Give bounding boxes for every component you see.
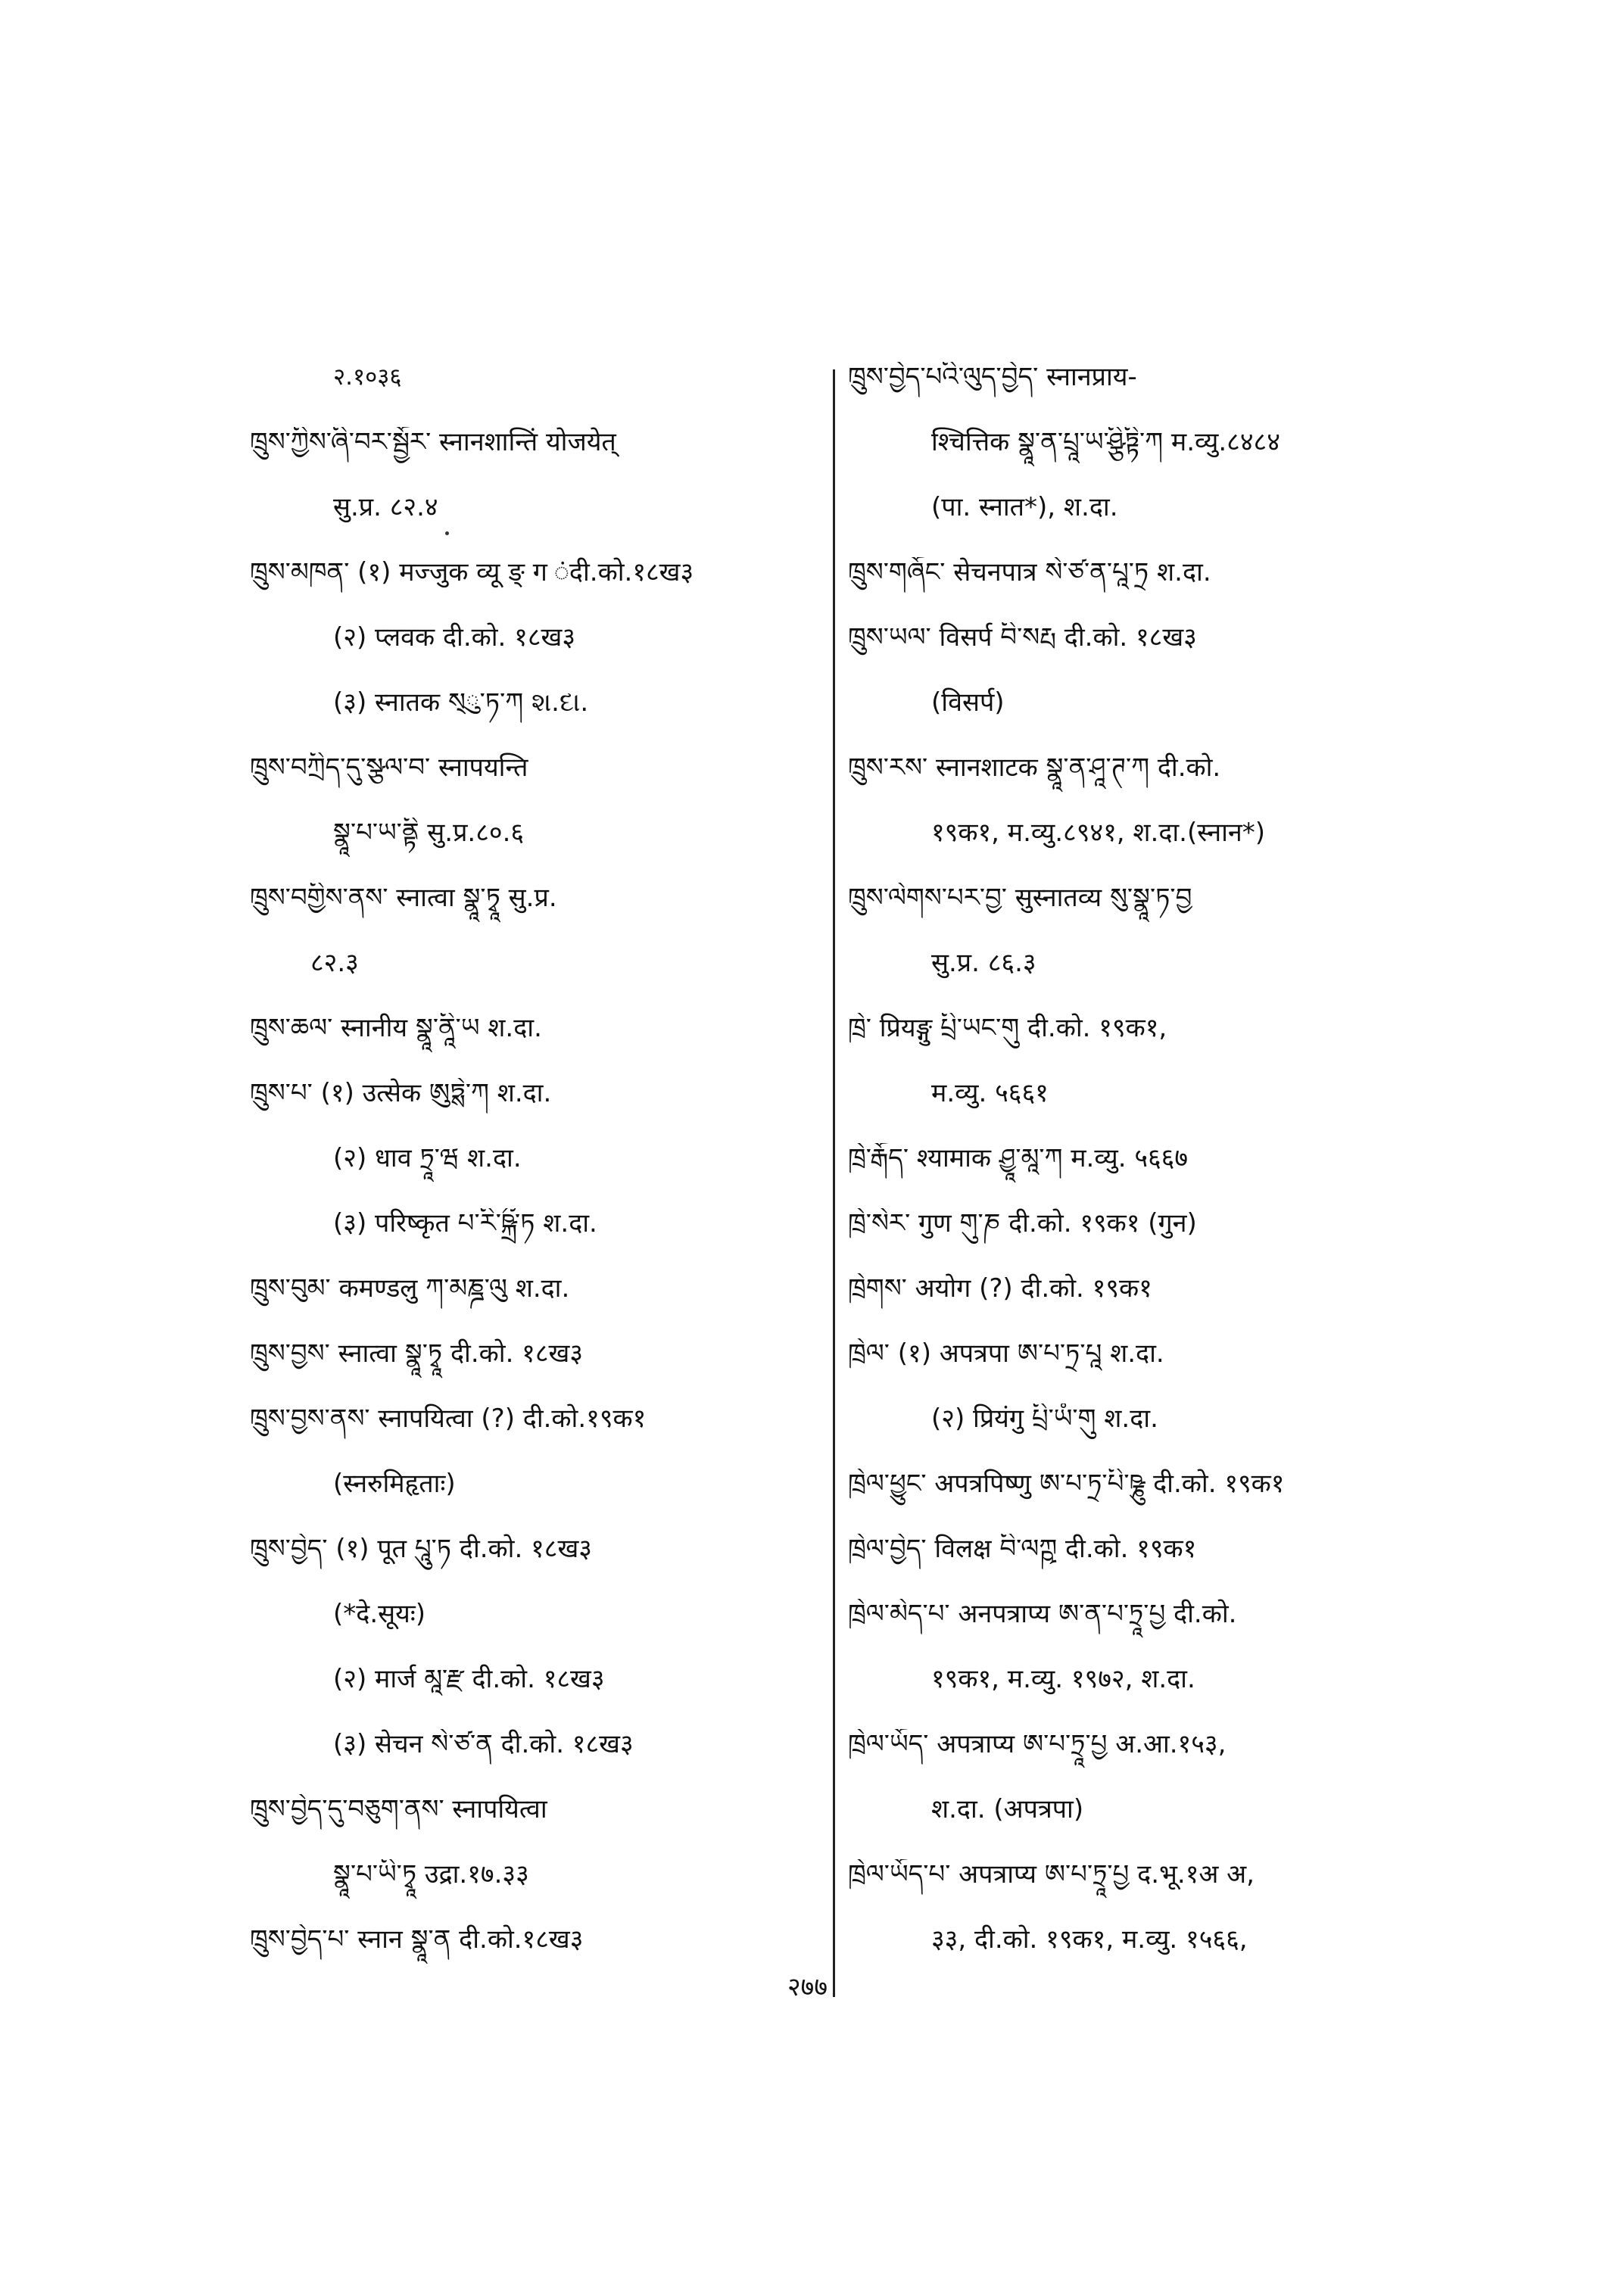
dictionary-entry-line: ཁྲུས་པ་ (१) उत्सेक ཨུཏྶེ་ཀ श.दा. <box>250 1078 552 1108</box>
dictionary-entry-line: ཁྲུས་བུམ་ कमण्डलु ཀ་མཎྜ་ལུ श.दा. <box>250 1273 570 1304</box>
dictionary-entry-line: ८२.३ <box>310 948 359 978</box>
dictionary-entry-line: ཁྲུས་ལེགས་པར་བྱ་ सुस्नातव्य སུ་སྣཱ་ཏ་བྱ <box>848 883 1192 913</box>
dictionary-entry-line: ཁྲུས་བྱས་ནས་ स्नापयित्वा (?) दी.को.१९क१ <box>250 1404 647 1434</box>
dictionary-entry-line: ཁྲུས་བཀྲིད་དུ་སྩལ་བ་ स्नापयन्ति <box>250 752 528 783</box>
dictionary-entry-line: ཁྲུས་ཡལ་ विसर्प བི་སརྤ दी.को. १८ख३ <box>848 622 1197 653</box>
dictionary-entry-line: (पा. स्नात*), श.दा. <box>931 492 1118 522</box>
dictionary-entry-line: ཁྲུས་བགྱིས་ནས་ स्नात्वा སྣཱ་ཏྭཱ सु.प्र. <box>250 883 557 913</box>
page-number: २७७ <box>787 1972 828 2002</box>
dictionary-entry-line: (३) परिष्कृत པ་རི་ཥྐྲྀ་ཏ श.दा. <box>333 1208 597 1238</box>
dictionary-entry-line: ཁྲེལ་མེད་པ་ अनपत्राप्य ཨ་ན་པ་ཏྲཱ་པྱ दी.को. <box>848 1599 1237 1629</box>
dictionary-entry-line: ཁྲེ་སེར་ गुण གུ་ཎ दी.को. १९क१ (गुन) <box>848 1208 1197 1238</box>
column-divider <box>833 369 835 1997</box>
dictionary-entry-line: ཁྲེལ་ (१) अपत्रपा ཨ་པ་ཏྲ་པཱ श.दा. <box>848 1338 1164 1369</box>
dictionary-entry-line: (२) प्रियंगु པྲི་ཡཾ་གུ श.दा. <box>931 1404 1158 1434</box>
dictionary-entry-line: ཁྲུས་བྱེད་ (१) पूत པཱུ་ཏ दी.को. १८ख३ <box>250 1534 592 1564</box>
dictionary-entry-line: ཁྲེལ་ཕྱུང་ अपत्रपिष्णु ཨ་པ་ཏྲ་པི་ཥྞུ दी.को. १९क१ <box>848 1469 1285 1499</box>
dictionary-entry-line: ३३, दी.को. १९क१, म.व्यु. १५६६, <box>931 1924 1248 1955</box>
dictionary-entry-line: ཁྲུས་བྱེད་པ་ स्नान སྣཱ་ན दी.को.१८ख३ <box>250 1924 584 1955</box>
dictionary-entry-line: १९क१, म.व्यु.८९४१, श.दा.(स्नान*) <box>931 818 1266 848</box>
dictionary-entry-line: ཁྲུས་བྱེད་པའི་ལུད་བྱེད་ स्नानप्राय- <box>848 362 1137 392</box>
dictionary-entry-line: ཁྲུས་མཁན་ (१) मज्जुक व्यू ङ् ग ंदी.को.१८ख३ <box>250 557 694 587</box>
dictionary-entry-line: (२) प्लवक दी.को. १८ख३ <box>333 622 576 653</box>
dictionary-entry-line: ཁྲུས་བྱས་ स्नात्वा སྣཱ་ཏྭཱ दी.को. १८ख३ <box>250 1338 584 1369</box>
right-column <box>848 362 1454 1989</box>
dictionary-entry-line: (२) धाव ཏྲཱ་ཝ श.दा. <box>333 1143 522 1173</box>
dictionary-entry-line: श.दा. (अपत्रपा) <box>931 1794 1084 1824</box>
dictionary-entry-line: ཁྲེ་རྒོད་ श्यामाक ཤྱཱ་མཱ་ཀ म.व्यु. ५६६७ <box>848 1143 1189 1173</box>
dictionary-entry-line: ཁྲེལ་ཡོད་ अपत्राप्य ཨ་པ་ཏྲཱ་པྱ अ.आ.१५३, <box>848 1729 1227 1759</box>
dictionary-entry-line: ཁྲུས་ཀྱིས་ཞི་བར་སྦྱོར་ स्नानशान्तिं योजयेत् <box>250 427 616 457</box>
dictionary-entry-line: ཁྲེལ་བྱེད་ विलक्ष བི་ལཀྵ दी.को. १९क१ <box>848 1534 1197 1564</box>
dictionary-entry-line: སྣཱ་པ་ཡ་ནྟི सु.प्र.८०.६ <box>333 818 525 848</box>
dictionary-entry-line: म.व्यु. ५६६१ <box>931 1078 1049 1108</box>
dictionary-entry-line: ཁྲུས་བྱེད་དུ་བཅུག་ནས་ स्नापयित्वा <box>250 1794 547 1824</box>
dictionary-entry-line: ཁྲུས་རས་ स्नानशाटक སྣཱ་ན་ཤཱ་ཊ་ཀ दी.को. <box>848 752 1221 783</box>
dictionary-entry-line: सु.प्र. ८६.३ <box>931 948 1036 978</box>
dictionary-entry-line: ཁྲུས་ཆལ་ स्नानीय སྣཱ་ནཱི་ཡ श.दा. <box>250 1013 542 1043</box>
dictionary-entry-line: (स्नरुमिहृताः) <box>333 1469 456 1499</box>
dictionary-entry-line: २.१०३६ <box>333 363 402 391</box>
left-column <box>250 362 818 1989</box>
dictionary-entry-line: ཁྲེ་ प्रियङ्गु པྲི་ཡང་གུ दी.को. १९क१, <box>848 1013 1167 1043</box>
dictionary-entry-line: सु.प्र. ८२.४ <box>333 492 438 522</box>
print-speck <box>445 531 449 535</box>
dictionary-entry-line: (विसर्प) <box>931 687 1005 718</box>
dictionary-entry-line: श्चित्तिक སྣཱ་ན་པྲཱ་ཡ་ཤྩིཏྟི་ཀ म.व्यु.८४८४ <box>931 427 1280 457</box>
dictionary-entry-line: (*दे.सूयः) <box>333 1599 425 1629</box>
dictionary-entry-line: (३) स्नातक ས྄ུ་ཏ་ཀ શ.દા. <box>333 687 589 718</box>
dictionary-entry-line: ཁྲེལ་ཡོད་པ་ अपत्राप्य ཨ་པ་ཏྲཱ་པྱ द.भू.१अ अ, <box>848 1859 1255 1890</box>
dictionary-entry-line: १९क१, म.व्यु. १९७२, श.दा. <box>931 1664 1195 1694</box>
dictionary-entry-line: (२) मार्ज མཱ་རྫ दी.को. १८ख३ <box>333 1664 605 1694</box>
dictionary-entry-line: ཁྲུས་གཞོང་ सेचनपात्र སེ་ཙ་ན་པཱ་ཏྲ श.दा. <box>848 557 1211 587</box>
dictionary-entry-line: ཁྲེགས་ अयोग (?) दी.को. १९क१ <box>848 1273 1152 1304</box>
dictionary-entry-line: སྣཱ་པ་ཡི་ཏྭཱ उद्रा.१७.३३ <box>333 1859 529 1890</box>
dictionary-entry-line: (३) सेचन སེ་ཙ་ན दी.को. १८ख३ <box>333 1729 634 1759</box>
